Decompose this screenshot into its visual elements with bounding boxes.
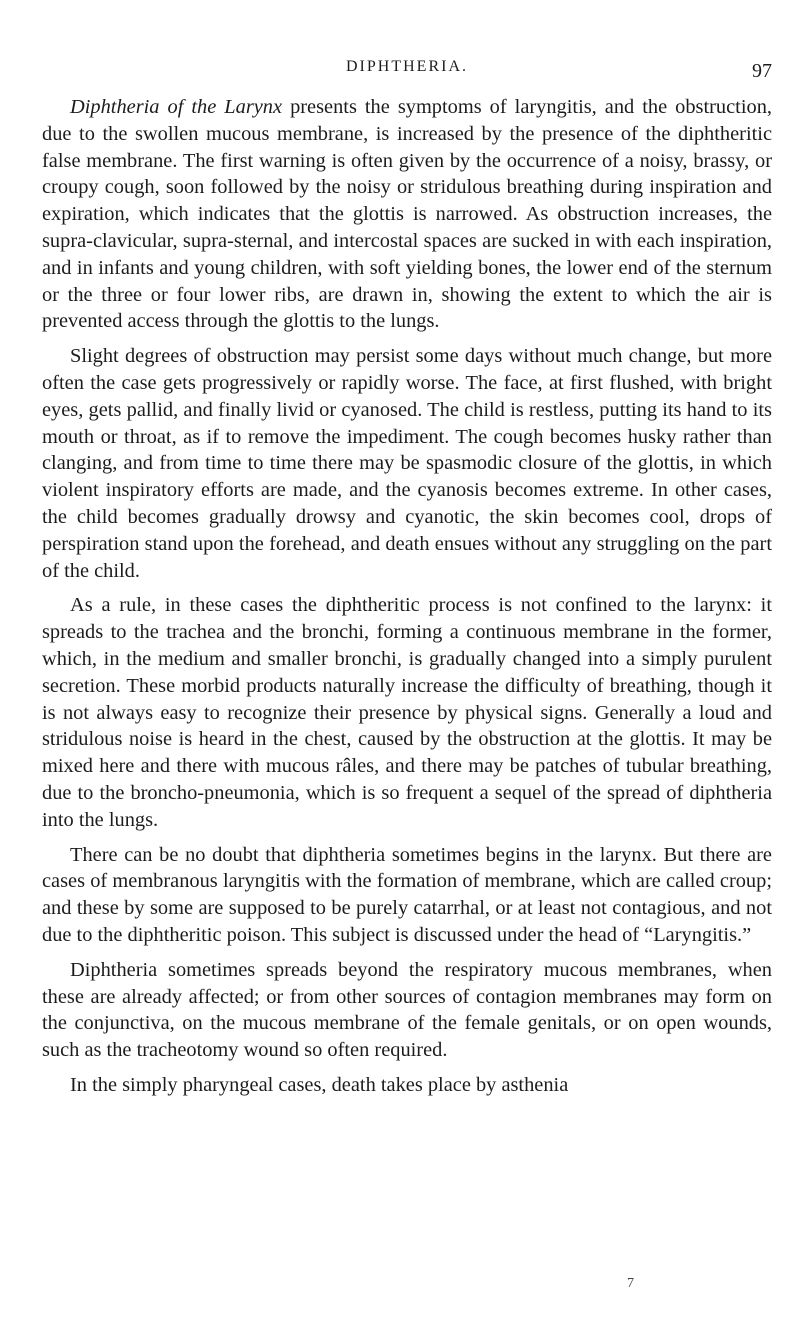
paragraph-lead-italic: Diphtheria of the Larynx <box>70 96 283 118</box>
paragraph-spread-to-bronchi <box>42 592 772 833</box>
paragraph-text: As a rule, in these cases the diphtheritic process is not confined to the larynx: it spreads to the trachea and the bronchi, forming a continuous membrane in the former, which, in the medium and smaller bronchi, is gradually changed into a simply purulent secretion. These morbid products naturally increase the difficulty of breathing, though it is not always easy to recognize their presence by physical signs. Generally a loud and stridulous noise is heard in the chest, caused by the obstruction at the glottis. It may be mixed here and there with mucous râles, and there may be patches of tubular breathing, due to the broncho-pneumonia, which is so frequent a sequel of the spread of diphtheria into the lungs. <box>42 594 772 831</box>
signature-mark: 7 <box>627 1276 634 1291</box>
paragraph-pharyngeal-cases <box>42 1072 772 1099</box>
running-head: DIPHTHERIA. <box>346 58 468 75</box>
page-header <box>42 46 772 86</box>
paragraph-begins-in-larynx <box>42 842 772 949</box>
paragraph-spreads-beyond <box>42 957 772 1064</box>
paragraph-text: Diphtheria sometimes spreads beyond the respiratory mucous membranes, when these are already affected; or from other sources of contagion membranes may form on the conjunctiva, on the mucous membrane of the female genitals, or on open wounds, such as the tracheotomy wound so often required. <box>42 958 772 1062</box>
paragraph-obstruction-progress <box>42 343 772 584</box>
paragraph-text: In the simply pharyngeal cases, death takes place by asthenia <box>70 1073 569 1096</box>
book-page <box>42 46 772 1296</box>
paragraph-diphtheria-of-larynx <box>42 94 772 335</box>
body-text <box>42 94 772 1099</box>
paragraph-text: presents the symptoms of laryngitis, and the obstruction, due to the swollen mucous membrane, is increased by the presence of the diphtheritic false membrane. The first warning is often given by the occurrence of a noisy, brassy, or croupy cough, soon followed by the noisy or stridulous breathing during inspiration and expiration, which indicates that the glottis is narrowed. As obstruction increases, the supra-clavicular, supra-sternal, and intercostal spaces are sucked in with each inspiration, and in infants and young children, with soft yielding bones, the lower end of the sternum or the three or four lower ribs, are drawn in, showing the extent to which the air is prevented access through the glottis to the lungs. <box>42 96 773 333</box>
paragraph-text: Slight degrees of obstruction may persist some days without much change, but more often the case gets progressively or rapidly worse. The face, at first flushed, with bright eyes, gets pallid, and finally livid or cyanosed. The child is restless, putting its hand to its mouth or throat, as if to remove the impediment. The cough becomes husky rather than clanging, and from time to time there may be spasmodic closure of the glottis, in which violent inspiratory efforts are made, and the cyanosis becomes extreme. In other cases, the child becomes gradually drowsy and cyanotic, the skin becomes cool, drops of perspiration stand upon the forehead, and death ensues without any struggling on the part of the child. <box>42 345 772 582</box>
page-number: 97 <box>752 60 772 82</box>
paragraph-text: There can be no doubt that diphtheria sometimes begins in the larynx. But there are cases of membranous laryngitis with the formation of membrane, which are called croup; and these by some are supposed to be purely catarrhal, or at least not contagious, and not due to the diphtheritic poison. This subject is discussed under the head of “Laryngitis.” <box>42 843 772 946</box>
